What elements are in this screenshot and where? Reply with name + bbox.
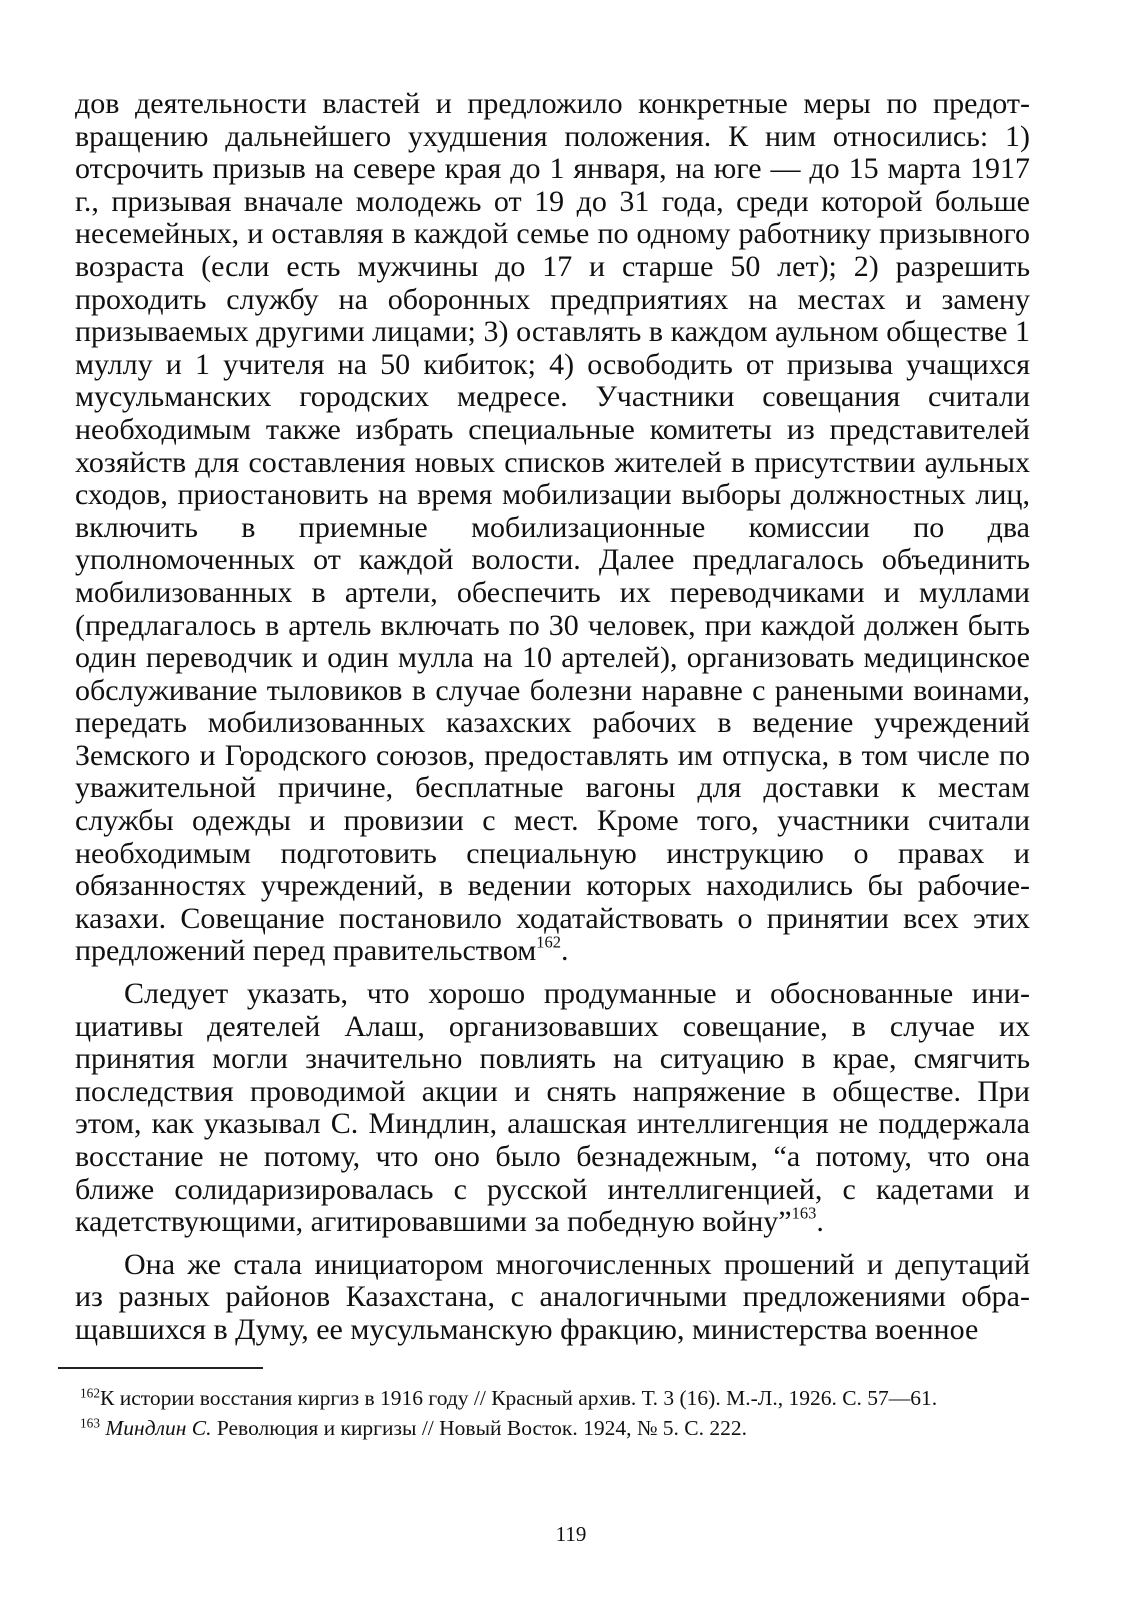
footnote-ref-162[interactable]: 162 bbox=[536, 933, 562, 953]
paragraph-text: Она же стала инициатором многочисленных прошений и депутаций из разных районов Казахстана, с аналогичными предложениями обращавшихся в Думу, ее мусульманскую фракцию, министерства военное bbox=[75, 1247, 1030, 1346]
paragraph-text: Следует указать, что хорошо продуманные и обоснованные инициативы деятелей Алаш, организовавших совещание, в случае их принятия могли значительно повлиять на ситуацию в крае, смягчить последствия проводимой акции и снять напряжение в обществе. При этом, как указывал С. Миндлин, алашская интеллигенция не поддержала восстание не потому, что оно было безнадежным, “а потому, что она ближе солидаризировалась с русской интеллигенцией, с кадетами и кадетствующими, агитировавшими за победную войну” bbox=[75, 977, 1030, 1239]
footnote-mark: 163 bbox=[80, 1415, 100, 1431]
footnote-divider bbox=[58, 1367, 263, 1369]
paragraph-2 bbox=[75, 978, 1030, 1239]
footnote-author: Миндлин С. bbox=[105, 1416, 212, 1440]
footnote-163 bbox=[58, 1413, 1028, 1443]
page-number: 119 bbox=[555, 1522, 587, 1546]
footnote-mark: 162 bbox=[80, 1385, 100, 1401]
paragraph-1 bbox=[75, 88, 1030, 968]
paragraph-tail: . bbox=[816, 1205, 824, 1239]
paragraph-3 bbox=[75, 1249, 1030, 1347]
footnote-162 bbox=[58, 1383, 1028, 1413]
paragraph-text: дов деятельности властей и предложило конкретные меры по предотвращению дальнейшего ухудшения положения. К ним относились: 1) отсрочить призыв на севере края до 1 января, на юге — до 15 марта 1917 г., призывая вначале молодежь от 19 до 31 года, среди которой больше несемейных, и оставляя в каждой семье по одному работнику призывного возраста (если есть мужчины до 17 и старше 50 лет); 2) разрешить проходить службу на оборонных предприятиях на местах и замену призываемых другими лицами; 3) оставлять в каждом аульном обществе 1 муллу и 1 учителя на 50 кибиток; 4) освободить от призыва учащихся мусульманских городских медресе. Участники совещания считали необходимым также избрать специальные комитеты из представителей хозяйств для составления новых списков жителей в присутствии аульных сходов, приостановить на время мобилизации выборы должностных лиц, включить в приемные мобилизационные комиссии по два уполномоченных от каждой волости. Далее предлагалось объединить мобилизованных в артели, обеспечить их переводчиками и муллами (предлагалось в артель включать по 30 человек, при каждой должен быть один переводчик и один мулла на 10 артелей), организовать медицинское обслуживание тыловиков в случае болезни наравне с ранеными воинами, передать мобилизованных казахских рабочих в ведение учреждений Земского и Городского союзов, предоставлять им отпуска, в том числе по уважительной причине, бесплатные вагоны для доставки к местам службы одежды и провизии с мест. Кроме того, участники считали необходимым подготовить специальную инструкцию о правах и обязанностях учреждений, в ведении которых находились бы рабочие-казахи. Совещание постановило ходатайствовать о принятии всех этих предложений перед правительством bbox=[75, 87, 1030, 968]
footnote-text: К истории восстания киргиз в 1916 году // Красный архив. Т. 3 (16). М.-Л., 1926. С. 57—61. bbox=[100, 1386, 938, 1410]
footnote-ref-163[interactable]: 163 bbox=[791, 1203, 817, 1223]
main-text bbox=[75, 88, 1030, 1347]
footnote-text: Революция и киргизы // Новый Восток. 1924, № 5. С. 222. bbox=[211, 1416, 747, 1440]
footnotes bbox=[58, 1383, 1028, 1443]
paragraph-tail: . bbox=[561, 934, 569, 968]
